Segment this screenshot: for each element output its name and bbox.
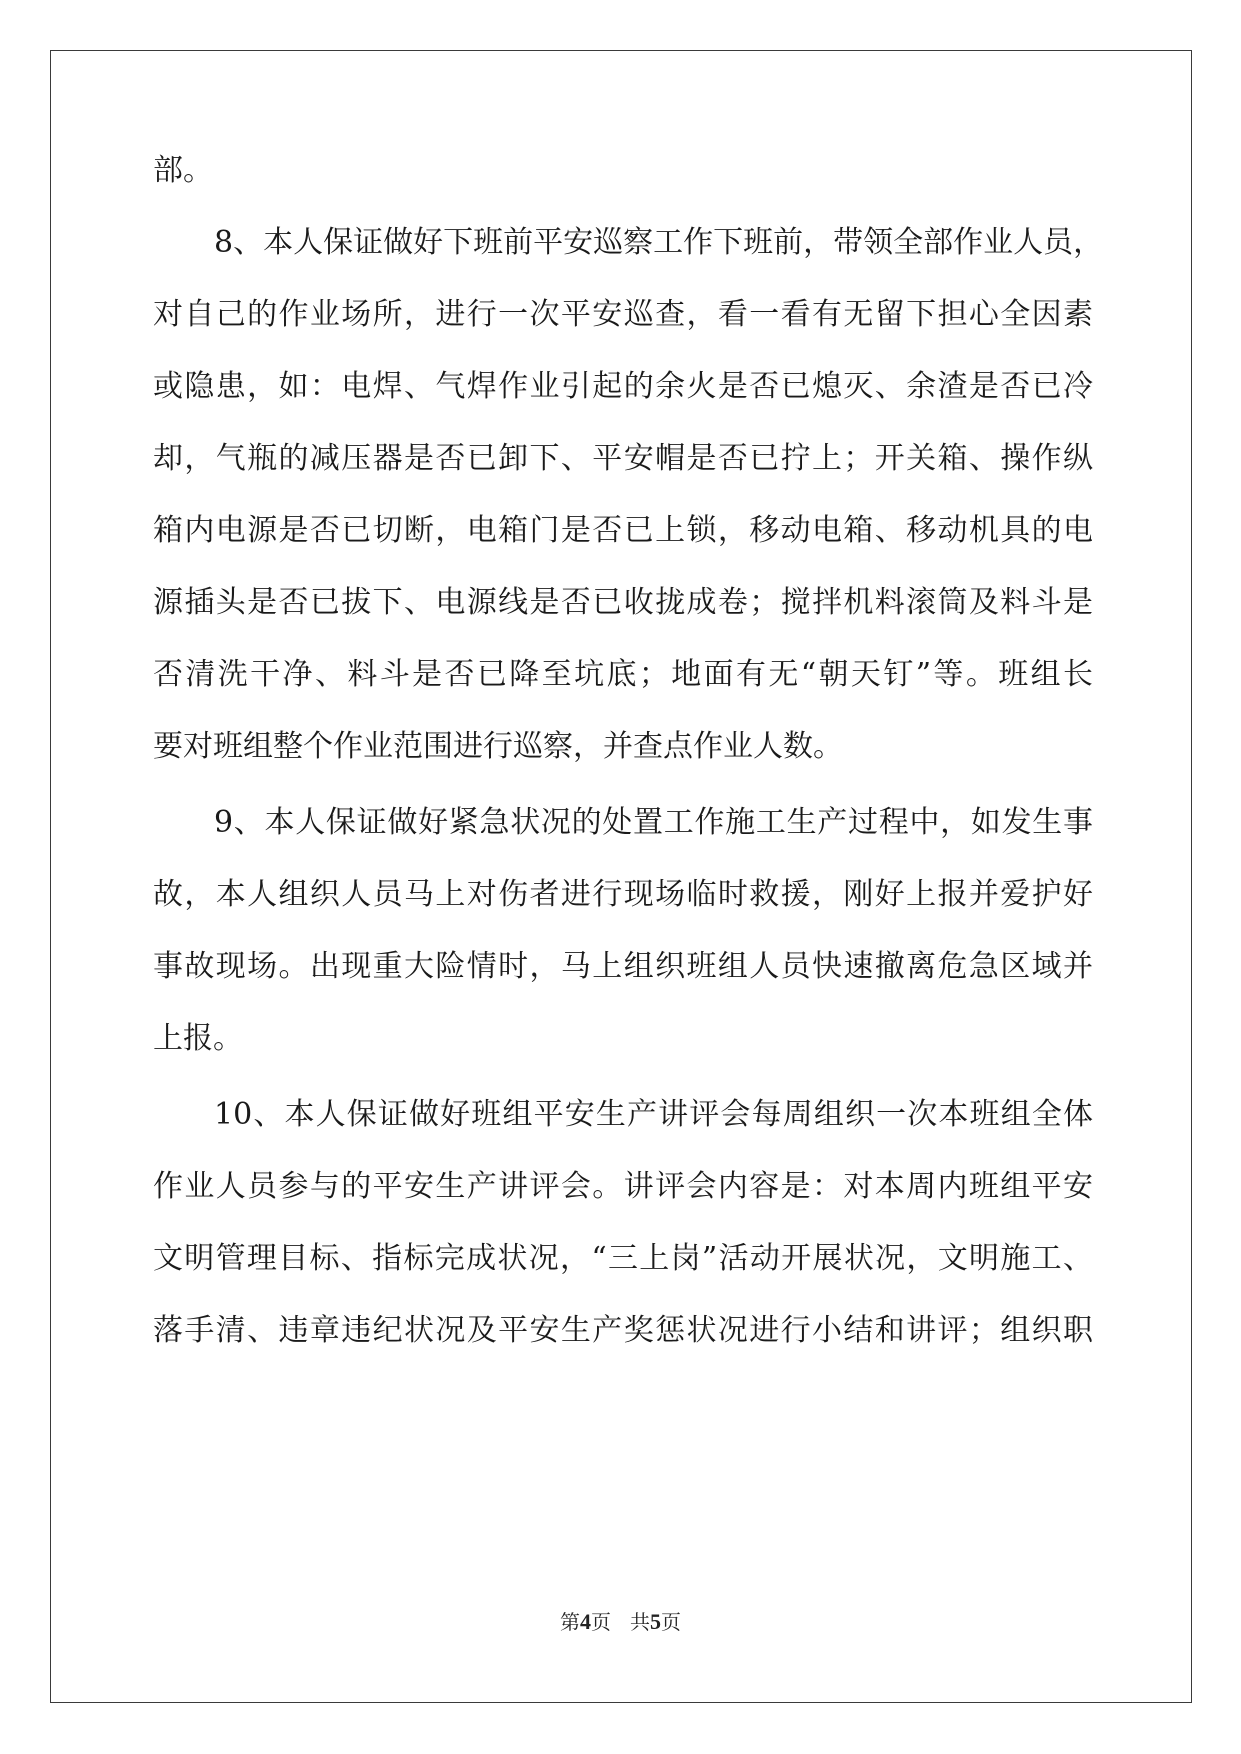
text-line: 箱内电源是否已切断，电箱门是否已上锁，移动电箱、移动机具的电 [153, 513, 1093, 548]
page-footer [0, 1608, 1241, 1636]
text-line: 文明管理目标、指标完成状况，“三上岗”活动开展状况，文明施工、 [153, 1241, 1093, 1276]
text-line: 却，气瓶的减压器是否已卸下、平安帽是否已拧上；开关箱、操作纵 [153, 441, 1093, 476]
text-line: 或隐患，如：电焊、气焊作业引起的余火是否已熄灭、余渣是否已冷 [153, 369, 1093, 404]
paragraph-start-line: 8、本人保证做好下班前平安巡察工作下班前，带领全部作业人员， [214, 225, 1104, 260]
current-page-number: 4 [579, 1609, 591, 1634]
total-pages-number: 5 [650, 1609, 662, 1634]
text-line: 对自己的作业场所，进行一次平安巡查，看一看有无留下担心全因素 [153, 297, 1093, 332]
text-line: 要对班组整个作业范围进行巡察，并查点作业人数。 [153, 729, 843, 764]
footer-prefix: 第 [559, 1610, 580, 1634]
paragraph-start-line: 9、本人保证做好紧急状况的处置工作施工生产过程中，如发生事 [214, 805, 1093, 840]
text-line: 故，本人组织人员马上对伤者进行现场临时救援，刚好上报并爱护好 [153, 877, 1093, 912]
text-line: 部。 [153, 153, 213, 188]
paragraph-start-line: 10、本人保证做好班组平安生产讲评会每周组织一次本班组全体 [214, 1097, 1093, 1132]
text-line: 否清洗干净、料斗是否已降至坑底；地面有无“朝天钉”等。班组长 [153, 657, 1093, 692]
text-line: 事故现场。出现重大险情时，马上组织班组人员快速撤离危急区域并 [153, 949, 1093, 984]
text-line: 落手清、违章违纪状况及平安生产奖惩状况进行小结和讲评；组织职 [153, 1313, 1093, 1348]
text-line: 作业人员参与的平安生产讲评会。讲评会内容是：对本周内班组平安 [153, 1169, 1093, 1204]
text-line: 源插头是否已拔下、电源线是否已收拢成卷；搅拌机料滚筒及料斗是 [153, 585, 1093, 620]
footer-middle: 页 共 [590, 1610, 651, 1634]
text-line: 上报。 [153, 1021, 243, 1056]
footer-suffix: 页 [661, 1610, 682, 1634]
